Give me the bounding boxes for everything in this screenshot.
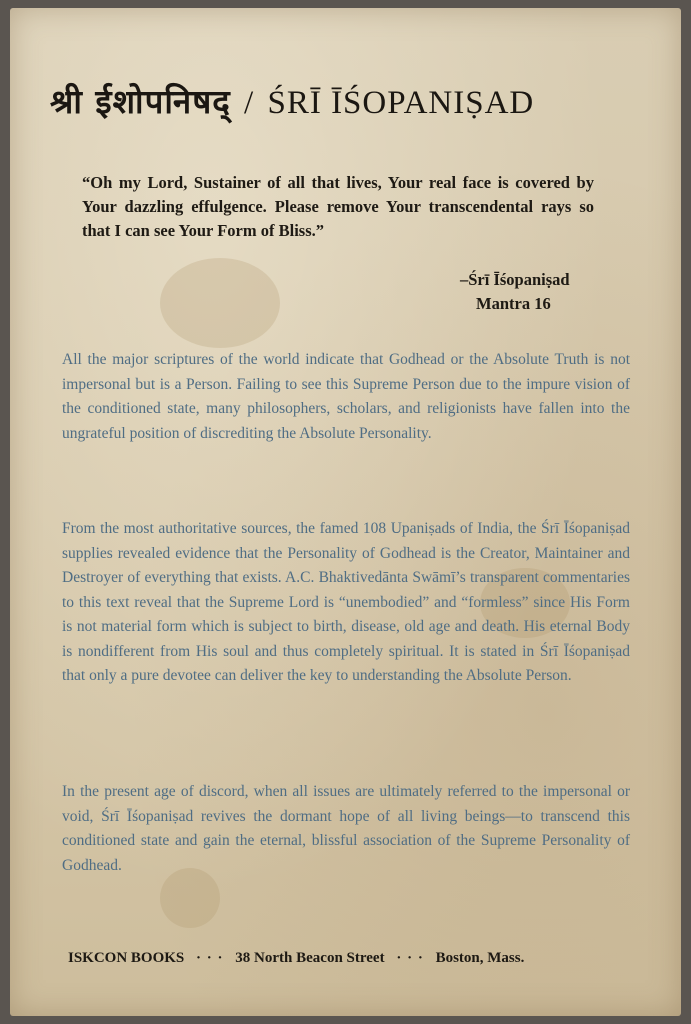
title-separator: / [244, 85, 255, 121]
paper-stain [160, 258, 280, 348]
description-paragraph-2: From the most authoritative sources, the famed 108 Upaniṣads of India, the Śrī Īśopaniṣad supplies revealed evidence that the Personality of Godhead is the Creator, Maintainer and Destroyer of everything that exists. A.C. Bhaktivedānta Swāmī’s transparent commentaries to this text reveal that the Supreme Lord is “unembodied” and “formless” since His Form is not material form which is subject to birth, disease, old age and death. His eternal Body is nondifferent from His soul and thus completely spiritual. It is stated in Śrī Īśopaniṣad that only a pure devotee can deliver the key to understanding the Absolute Person. [62, 520, 630, 684]
back-cover [10, 8, 681, 1016]
footer-separator: · · · [396, 950, 424, 966]
description-paragraph-1: All the major scriptures of the world indicate that Godhead or the Absolute Truth is not impersonal but is a Person. Failing to see this Supreme Person due to the impure vision of the conditioned state, many philosophers, scholars, and religionists have fallen into the ungrateful position of discrediting the Absolute Personality. [62, 351, 630, 442]
quote-source: –Śrī Īśopaniṣad [460, 270, 570, 289]
book-title [50, 78, 650, 123]
title-roman: ŚRĪ ĪŚOPANIṢAD [267, 85, 535, 121]
footer-separator: · · · [196, 950, 224, 966]
publisher-name: ISKCON BOOKS [68, 950, 185, 966]
quote-attribution [460, 268, 660, 316]
description-paragraph-3: In the present age of discord, when all issues are ultimately referred to the impersonal or void, Śrī Īśopaniṣad revives the dormant hope of all living beings—to transcend this conditioned state and gain the eternal, blissful association of the Supreme Personality of Godhead. [62, 783, 630, 874]
publisher-address: 38 North Beacon Street [235, 950, 385, 966]
quote-mantra: Mantra 16 [476, 294, 551, 313]
publisher-city: Boston, Mass. [435, 950, 525, 966]
title-devanagari: श्री ईशोपनिषद् [50, 82, 231, 121]
epigraph-quote: “Oh my Lord, Sustainer of all that lives, Your real face is covered by Your dazzling effulgence. Please remove Your transcendental rays so that I can see Your Form of Bliss.” [82, 173, 594, 240]
publisher-footer [68, 950, 648, 967]
